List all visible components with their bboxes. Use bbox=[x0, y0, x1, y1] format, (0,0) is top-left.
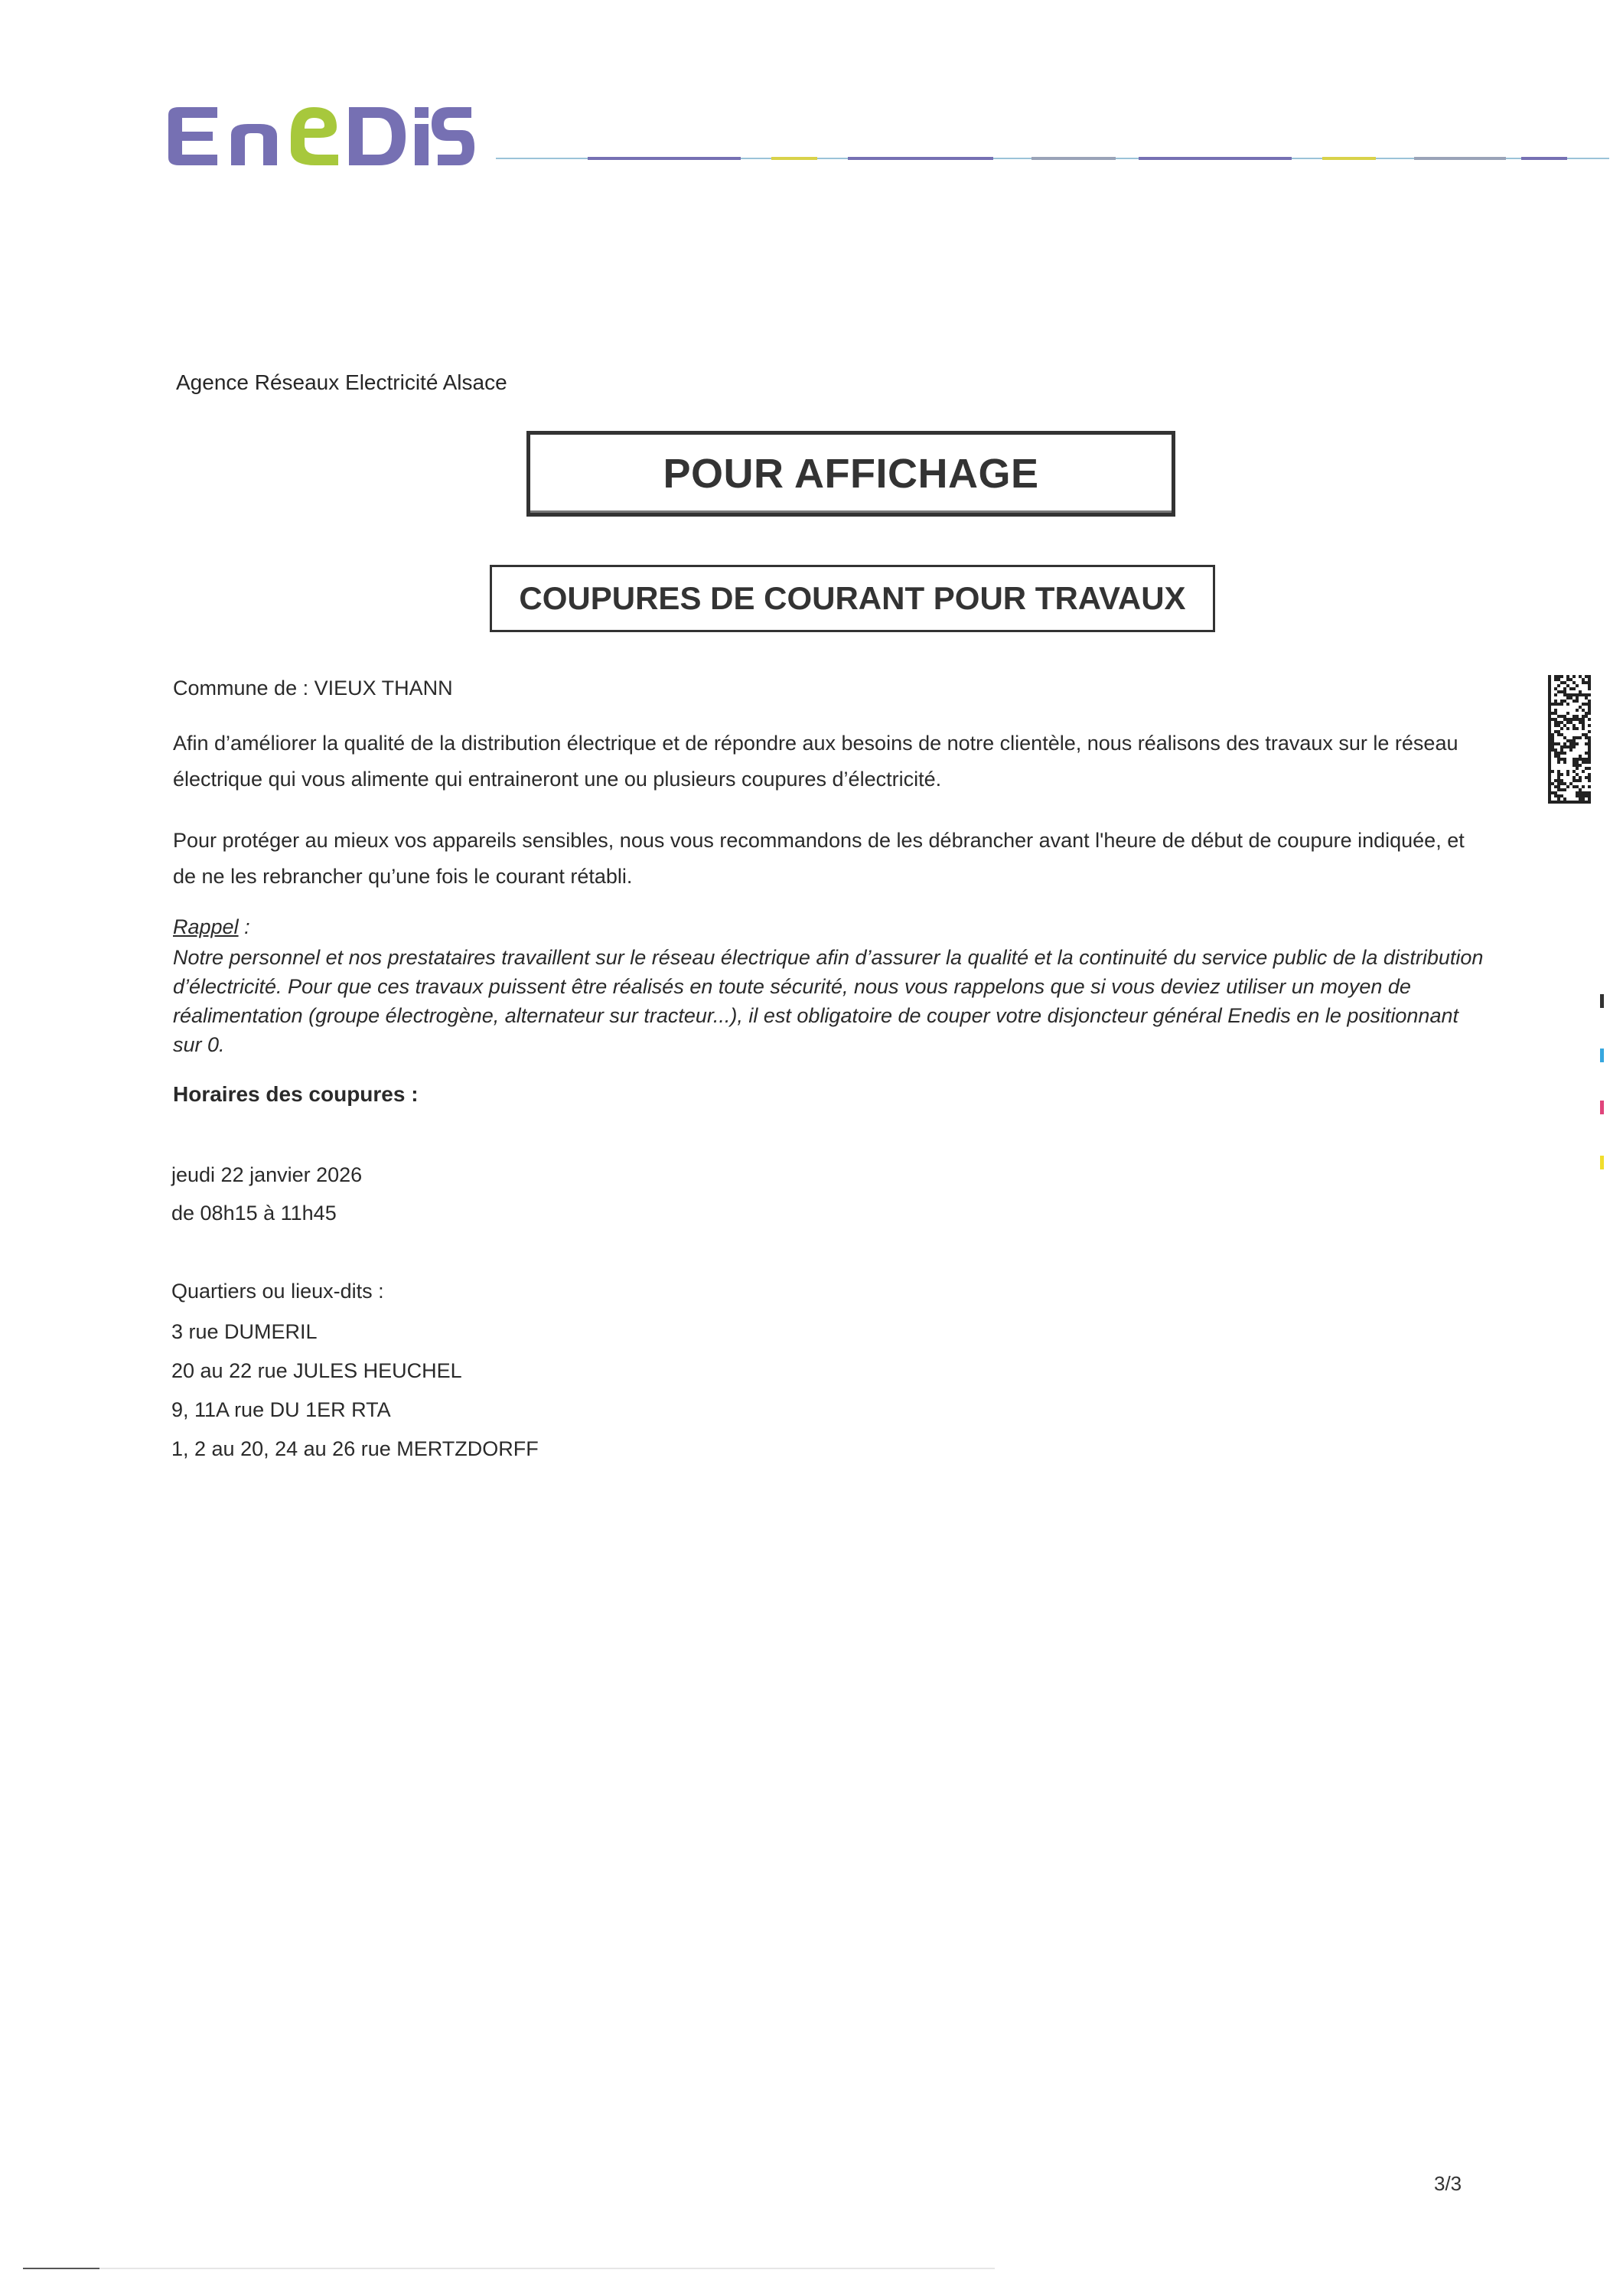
quartiers-heading: Quartiers ou lieux-dits : bbox=[171, 1280, 384, 1303]
list-item: 20 au 22 rue JULES HEUCHEL bbox=[171, 1359, 462, 1382]
print-mark-cyan bbox=[1600, 1049, 1604, 1062]
rappel-colon: : bbox=[238, 915, 250, 938]
rappel-text: Notre personnel et nos prestataires travaillent sur le réseau électrique afin d’assurer la qualité et la continuité du service public de la distribution d’électricité. Pour que ces travaux puissent être réalisés en toute sécurité, nous vous rappelons que si vous deviez utiliser un moyen de réalimentation (groupe électrogène, alternateur sur tracteur...), il est obligatoire de couper votre disjoncteur général Enedis en le positionnant sur 0. bbox=[173, 946, 1484, 1056]
print-mark-magenta bbox=[1600, 1101, 1604, 1114]
list-item: 3 rue DUMERIL bbox=[171, 1320, 318, 1343]
banner-box bbox=[526, 431, 1175, 517]
agency-name: Agence Réseaux Electricité Alsace bbox=[176, 370, 507, 394]
quartiers-list bbox=[171, 1313, 539, 1469]
print-mark-yellow bbox=[1600, 1156, 1604, 1169]
enedis-logo bbox=[162, 93, 476, 178]
outage-time: de 08h15 à 11h45 bbox=[171, 1202, 337, 1225]
outage-date: jeudi 22 janvier 2026 bbox=[171, 1163, 363, 1186]
rappel-heading bbox=[173, 915, 250, 939]
footer-divider bbox=[23, 2267, 995, 2270]
advice-paragraph: Pour protéger au mieux vos appareils sensibles, nous vous recommandons de les débrancher avant l'heure de début de coupure indiquée, et de ne les rebrancher qu’une fois le courant rétabli. bbox=[173, 829, 1465, 888]
subtitle: COUPURES DE COURANT POUR TRAVAUX bbox=[519, 580, 1186, 616]
datamatrix-code bbox=[1548, 675, 1591, 804]
subtitle-box bbox=[490, 565, 1215, 632]
intro-paragraph: Afin d’améliorer la qualité de la distribution électrique et de répondre aux besoins de notre clientèle, nous réalisons des travaux sur le réseau électrique qui vous alimente qui entraineront une ou plusieurs coupures d’électricité. bbox=[173, 732, 1458, 791]
commune: Commune de : VIEUX THANN bbox=[173, 677, 453, 700]
print-mark-black bbox=[1600, 994, 1604, 1008]
horaires-heading: Horaires des coupures : bbox=[173, 1082, 419, 1106]
page-number: 3/3 bbox=[1434, 2172, 1462, 2195]
list-item: 1, 2 au 20, 24 au 26 rue MERTZDORFF bbox=[171, 1437, 539, 1460]
banner-title: POUR AFFICHAGE bbox=[663, 451, 1039, 497]
list-item: 9, 11A rue DU 1ER RTA bbox=[171, 1398, 391, 1421]
rappel-label: Rappel bbox=[173, 915, 239, 938]
header-divider bbox=[496, 156, 1609, 161]
